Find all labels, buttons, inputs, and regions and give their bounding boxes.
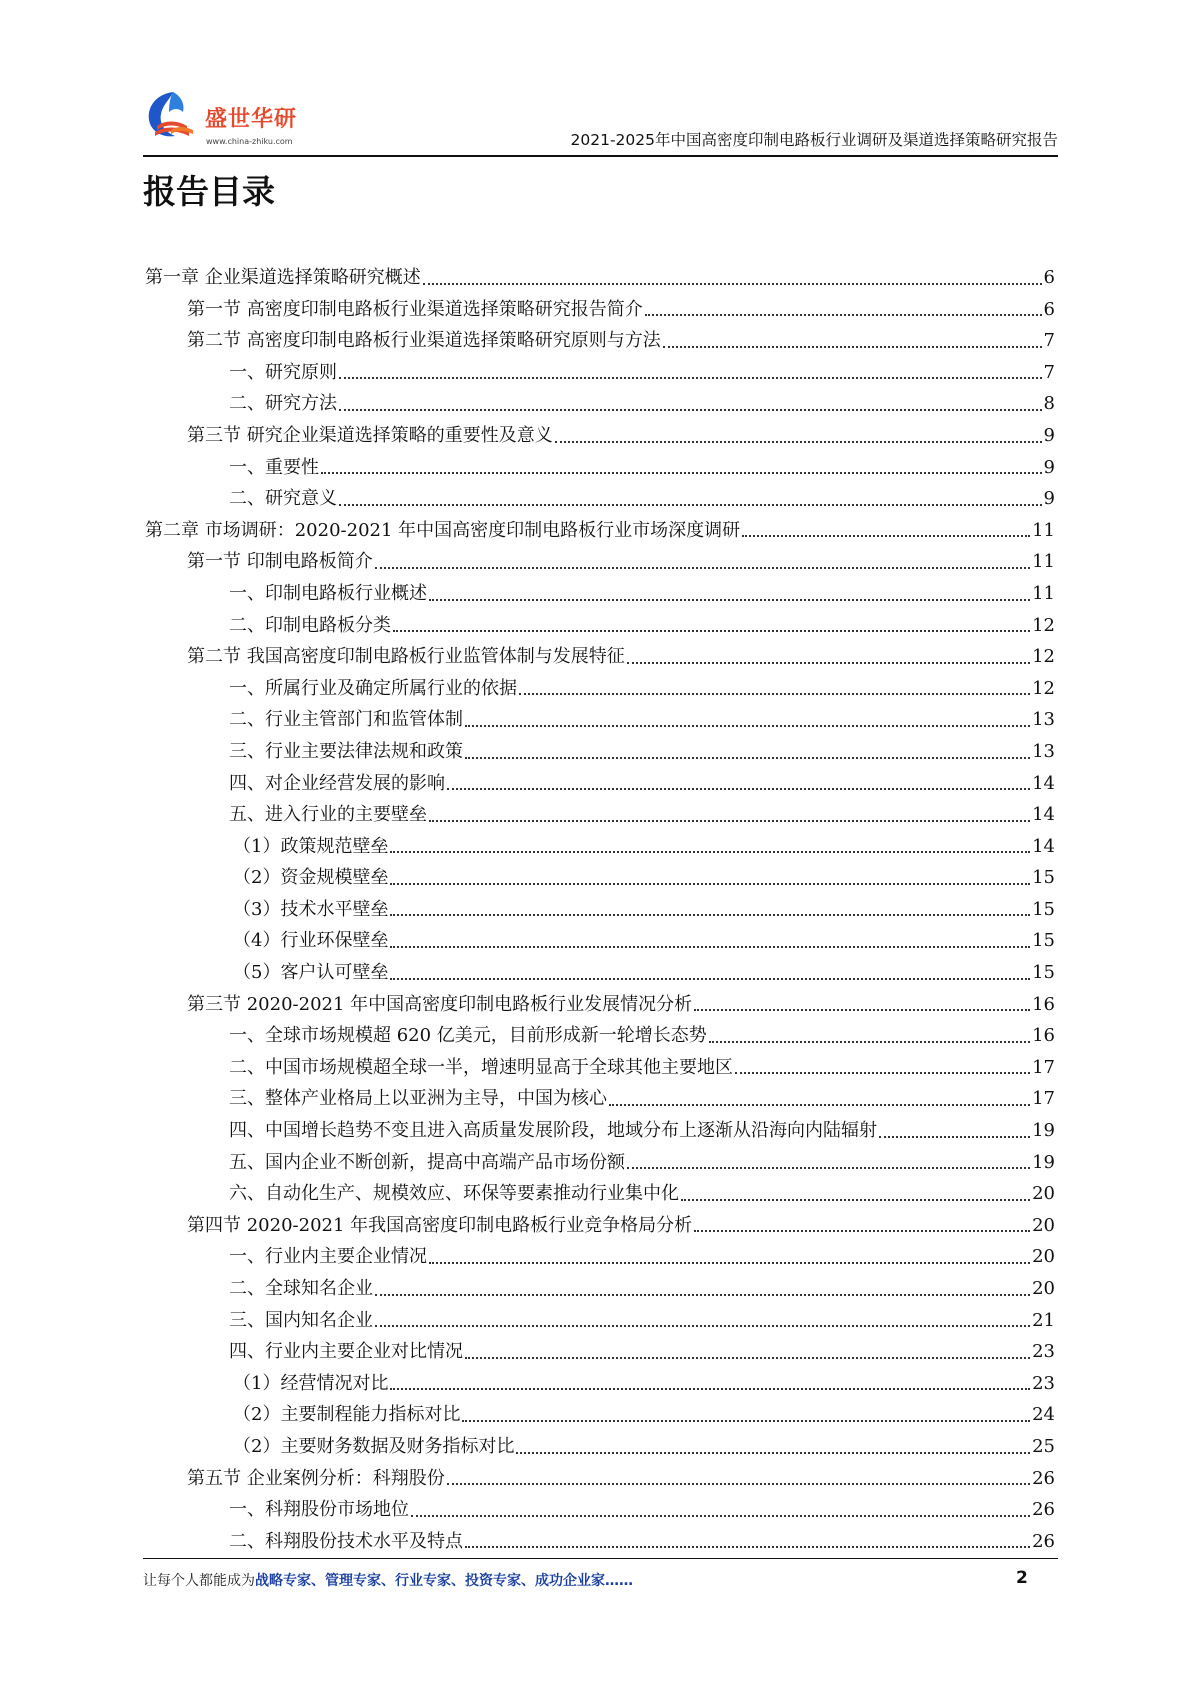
toc-entry[interactable] <box>145 294 1055 326</box>
toc-entry-title: 二、研究意义 <box>229 488 337 510</box>
toc-entry-title: 三、整体产业格局上以亚洲为主导，中国为核心 <box>229 1088 607 1110</box>
report-title: 2021-2025年中国高密度印制电路板行业调研及渠道选择策略研究报告 <box>570 131 1058 149</box>
toc-entry-title: 一、重要性 <box>229 456 319 478</box>
toc-dot-leader <box>390 882 1030 885</box>
toc-dot-leader <box>663 345 1042 348</box>
toc-entry-title: 四、对企业经营发展的影响 <box>229 772 445 794</box>
toc-dot-leader <box>627 661 1030 664</box>
toc-entry[interactable] <box>145 704 1055 736</box>
toc-entry-page: 7 <box>1043 330 1055 352</box>
toc-entry-title: 第五节 企业案例分析：科翔股份 <box>187 1467 445 1489</box>
toc-entry[interactable] <box>145 673 1055 705</box>
footer-divider <box>143 1558 1058 1559</box>
toc-entry-page: 20 <box>1032 1278 1055 1299</box>
toc-entry-page: 9 <box>1043 456 1055 478</box>
toc-dot-leader <box>709 1040 1030 1043</box>
toc-entry-page: 26 <box>1032 1530 1055 1552</box>
toc-entry-page: 14 <box>1032 804 1055 826</box>
toc-entry-title: 一、印制电路板行业概述 <box>229 582 427 604</box>
toc-dot-leader <box>879 1135 1030 1138</box>
toc-entry[interactable] <box>145 1210 1055 1242</box>
toc-entry[interactable] <box>145 1305 1055 1337</box>
toc-dot-leader <box>390 850 1030 853</box>
toc-entry[interactable] <box>145 515 1055 547</box>
toc-entry-page: 19 <box>1032 1151 1055 1173</box>
toc-entry[interactable] <box>145 989 1055 1021</box>
toc-entry-title: （3）技术水平壁垒 <box>233 898 389 920</box>
toc-entry[interactable] <box>145 1399 1055 1431</box>
toc-entry[interactable] <box>145 925 1055 957</box>
toc-entry[interactable] <box>145 1431 1055 1463</box>
toc-entry-title: 一、科翔股份市场地位 <box>229 1499 409 1521</box>
toc-entry-title: 四、中国增长趋势不变且进入高质量发展阶段，地域分布上逐渐从沿海向内陆辐射 <box>229 1120 877 1142</box>
toc-entry-title: 第四节 2020-2021 年我国高密度印制电路板行业竞争格局分析 <box>187 1214 693 1236</box>
toc-entry[interactable] <box>145 1368 1055 1400</box>
toc-entry-title: 第一章 企业渠道选择策略研究概述 <box>145 267 421 288</box>
toc-entry-title: 第二节 高密度印制电路板行业渠道选择策略研究原则与方法 <box>187 330 661 352</box>
toc-entry[interactable] <box>145 262 1055 294</box>
toc-entry[interactable] <box>145 1463 1055 1495</box>
toc-dot-leader <box>375 566 1030 569</box>
page-number: 2 <box>1016 1568 1028 1588</box>
toc-entry-page: 12 <box>1032 677 1055 699</box>
toc-entry-title: 六、自动化生产、规模效应、环保等要素推动行业集中化 <box>229 1183 679 1205</box>
toc-entry-title: （5）客户认可壁垒 <box>233 962 389 984</box>
toc-entry-title: 五、进入行业的主要壁垒 <box>229 804 427 826</box>
toc-dot-leader <box>429 1261 1030 1264</box>
toc-entry-page: 20 <box>1032 1246 1055 1268</box>
toc-entry-page: 9 <box>1043 488 1055 510</box>
toc-entry-title: 二、行业主管部门和监管体制 <box>229 709 463 731</box>
toc-entry-title: 二、研究方法 <box>229 393 337 415</box>
toc-dot-leader <box>465 724 1030 727</box>
toc-dot-leader <box>609 1103 1030 1106</box>
toc-entry-page: 13 <box>1032 740 1055 762</box>
toc-dot-leader <box>742 534 1030 537</box>
toc-entry[interactable] <box>145 736 1055 768</box>
company-logo <box>143 86 303 152</box>
toc-entry-page: 19 <box>1032 1120 1055 1142</box>
slogan-highlight: 战略专家、管理专家、行业专家、投资专家、成功企业家…… <box>255 1573 633 1589</box>
toc-dot-leader <box>465 1356 1030 1359</box>
toc-entry[interactable] <box>145 546 1055 578</box>
toc-entry-page: 17 <box>1032 1088 1055 1110</box>
toc-entry-page: 7 <box>1043 361 1055 383</box>
toc-dot-leader <box>339 503 1042 506</box>
toc-dot-leader <box>390 1387 1030 1390</box>
toc-entry-title: 四、行业内主要企业对比情况 <box>229 1341 463 1363</box>
toc-entry-page: 15 <box>1032 867 1055 889</box>
toc-entry-title: （2）资金规模壁垒 <box>233 867 389 889</box>
toc-dot-leader <box>390 977 1030 980</box>
toc-entry[interactable] <box>145 452 1055 484</box>
toc-entry[interactable] <box>145 768 1055 800</box>
toc-entry-page: 26 <box>1032 1499 1055 1521</box>
toc-entry-title: 三、行业主要法律法规和政策 <box>229 740 463 762</box>
toc-entry-title: （4）行业环保壁垒 <box>233 930 389 952</box>
toc-entry-title: （2）主要制程能力指标对比 <box>233 1404 461 1426</box>
toc-entry-title: 三、国内知名企业 <box>229 1309 373 1331</box>
table-of-contents <box>145 262 1055 1557</box>
toc-entry[interactable] <box>145 1020 1055 1052</box>
toc-entry-page: 13 <box>1032 709 1055 731</box>
toc-dot-leader <box>516 1451 1030 1454</box>
toc-entry-title: 一、研究原则 <box>229 361 337 383</box>
toc-entry-page: 23 <box>1032 1372 1055 1394</box>
toc-dot-leader <box>339 408 1042 411</box>
toc-dot-leader <box>375 1324 1030 1327</box>
toc-entry-title: （1）经营情况对比 <box>233 1372 389 1394</box>
toc-entry-title: 二、全球知名企业 <box>229 1278 373 1299</box>
toc-dot-leader <box>390 913 1030 916</box>
toc-entry-title: 二、中国市场规模超全球一半，增速明显高于全球其他主要地区 <box>229 1056 733 1078</box>
toc-entry-page: 16 <box>1032 1025 1055 1047</box>
toc-entry-page: 14 <box>1032 835 1055 857</box>
toc-entry-page: 17 <box>1032 1056 1055 1078</box>
toc-entry-title: 第二章 市场调研：2020-2021 年中国高密度印制电路板行业市场深度调研 <box>145 519 741 541</box>
toc-entry[interactable] <box>145 1336 1055 1368</box>
toc-dot-leader <box>465 1545 1030 1548</box>
toc-entry-page: 9 <box>1043 424 1055 446</box>
toc-entry-title: 一、全球市场规模超 620 亿美元，目前形成新一轮增长态势 <box>229 1025 707 1047</box>
toc-entry-page: 20 <box>1032 1183 1055 1205</box>
toc-entry-page: 14 <box>1032 772 1055 794</box>
header-divider <box>143 155 1058 157</box>
toc-entry-title: 第一节 高密度印制电路板行业渠道选择策略研究报告简介 <box>187 298 643 320</box>
toc-dot-leader <box>681 1198 1030 1201</box>
toc-dot-leader <box>645 313 1042 316</box>
toc-entry[interactable] <box>145 578 1055 610</box>
toc-entry[interactable] <box>145 641 1055 673</box>
toc-entry[interactable] <box>145 1241 1055 1273</box>
logo-wordmark: 盛世华研 <box>205 107 298 132</box>
toc-dot-leader <box>447 1482 1030 1485</box>
toc-entry-page: 11 <box>1032 582 1055 604</box>
toc-dot-leader <box>694 1008 1030 1011</box>
toc-dot-leader <box>429 819 1030 822</box>
toc-entry-page: 12 <box>1032 614 1055 636</box>
toc-entry[interactable] <box>145 388 1055 420</box>
logo-url: www.china-zhiku.com <box>206 137 293 146</box>
toc-entry-page: 25 <box>1032 1435 1055 1457</box>
toc-dot-leader <box>423 282 1042 285</box>
toc-entry-title: 二、印制电路板分类 <box>229 614 391 636</box>
toc-entry-title: 五、国内企业不断创新，提高中高端产品市场份额 <box>229 1151 625 1173</box>
toc-entry-page: 6 <box>1043 267 1055 288</box>
toc-entry[interactable] <box>145 831 1055 863</box>
toc-entry[interactable] <box>145 1083 1055 1115</box>
toc-entry-title: 一、行业内主要企业情况 <box>229 1246 427 1268</box>
toc-entry[interactable] <box>145 420 1055 452</box>
toc-entry-page: 24 <box>1032 1404 1055 1426</box>
toc-dot-leader <box>555 440 1042 443</box>
toc-dot-leader <box>447 787 1030 790</box>
toc-dot-leader <box>393 629 1030 632</box>
toc-entry[interactable] <box>145 1147 1055 1179</box>
toc-dot-leader <box>465 756 1030 759</box>
toc-entry-page: 15 <box>1032 930 1055 952</box>
toc-dot-leader <box>429 598 1030 601</box>
toc-entry-page: 26 <box>1032 1467 1055 1489</box>
toc-entry-page: 11 <box>1032 519 1055 541</box>
toc-entry-title: 第一节 印制电路板简介 <box>187 551 373 573</box>
toc-entry-page: 12 <box>1032 646 1055 668</box>
toc-entry-page: 20 <box>1032 1214 1055 1236</box>
toc-dot-leader <box>375 1293 1030 1296</box>
toc-entry-title: 二、科翔股份技术水平及特点 <box>229 1530 463 1552</box>
toc-dot-leader <box>519 692 1030 695</box>
toc-entry[interactable] <box>145 1115 1055 1147</box>
toc-entry[interactable] <box>145 799 1055 831</box>
toc-entry-page: 11 <box>1032 551 1055 573</box>
page-header <box>143 78 1058 158</box>
toc-entry[interactable] <box>145 1178 1055 1210</box>
toc-entry-title: 第三节 2020-2021 年中国高密度印制电路板行业发展情况分析 <box>187 993 693 1015</box>
toc-entry[interactable] <box>145 957 1055 989</box>
toc-entry-page: 16 <box>1032 993 1055 1015</box>
toc-entry[interactable] <box>145 357 1055 389</box>
toc-entry-page: 23 <box>1032 1341 1055 1363</box>
toc-entry[interactable] <box>145 862 1055 894</box>
toc-entry[interactable] <box>145 483 1055 515</box>
toc-entry-page: 21 <box>1032 1309 1055 1331</box>
toc-entry-title: 第三节 研究企业渠道选择策略的重要性及意义 <box>187 424 553 446</box>
toc-dot-leader <box>411 1514 1030 1517</box>
toc-entry-title: （1）政策规范壁垒 <box>233 835 389 857</box>
toc-dot-leader <box>321 471 1042 474</box>
toc-entry-title: 一、所属行业及确定所属行业的依据 <box>229 677 517 699</box>
toc-entry-page: 15 <box>1032 962 1055 984</box>
toc-dot-leader <box>462 1419 1030 1422</box>
toc-entry-title: 第二节 我国高密度印制电路板行业监管体制与发展特征 <box>187 646 625 668</box>
toc-dot-leader <box>390 945 1030 948</box>
toc-entry[interactable] <box>145 1273 1055 1305</box>
slogan-prefix: 让每个人都能成为 <box>143 1573 255 1589</box>
toc-dot-leader <box>735 1071 1030 1074</box>
toc-entry-page: 6 <box>1043 298 1055 320</box>
toc-dot-leader <box>627 1166 1030 1169</box>
toc-entry[interactable] <box>145 1052 1055 1084</box>
logo-emblem-icon <box>143 86 207 150</box>
footer-slogan <box>143 1570 633 1590</box>
page-title: 报告目录 <box>143 172 275 211</box>
toc-entry[interactable] <box>145 894 1055 926</box>
toc-entry-title: （2）主要财务数据及财务指标对比 <box>233 1435 515 1457</box>
toc-entry[interactable] <box>145 1494 1055 1526</box>
toc-entry[interactable] <box>145 325 1055 357</box>
toc-entry[interactable] <box>145 1526 1055 1558</box>
toc-dot-leader <box>694 1229 1030 1232</box>
toc-entry[interactable] <box>145 610 1055 642</box>
toc-dot-leader <box>339 376 1042 379</box>
toc-entry-page: 15 <box>1032 898 1055 920</box>
toc-entry-page: 8 <box>1043 393 1055 415</box>
